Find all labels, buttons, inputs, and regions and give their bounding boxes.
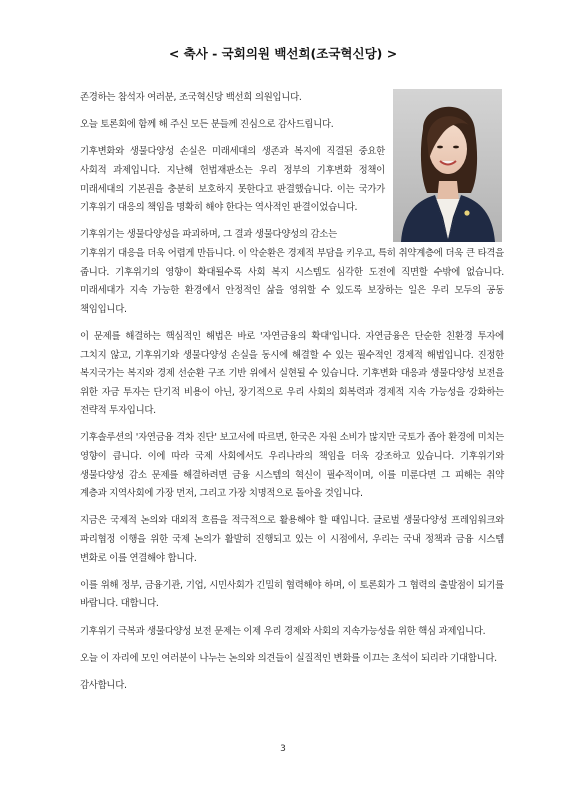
paragraph-thanks: 오늘 토론회에 함께 해 주신 모든 분들께 진심으로 감사드립니다. (80, 119, 334, 131)
paragraph-closing: 감사합니다. (80, 679, 127, 691)
paragraph-core-task: 기후위기 극복과 생물다양성 보전 문제는 이제 우리 경제와 사회의 지속가능성을 위한 핵심 과제입니다. (80, 625, 486, 637)
paragraph-climate-challenge: 기후변화와 생물다양성 손실은 미래세대의 생존과 복지에 직결된 중요한 사회적 과제입니다. 지난해 헌법재판소는 우리 정부의 기후변화 정책이 미래세대의 기본권을 충분히 보호하지 못한다고 판결했습니다. 이는 국가가 기후위기 대응의 책임을 명확히 해야 한다는 역사적인 판결이었습니다. (80, 146, 385, 214)
paragraph-cooperation: 이를 위해 정부, 금융기관, 기업, 시민사회가 긴밀히 협력해야 하며, 이 토론회가 그 협력의 출발점이 되기를 바랍니다. 대합니다. (80, 579, 504, 610)
paragraph-vicious-cycle-rest: 기후위기 대응을 더욱 어렵게 만듭니다. 이 악순환은 경제적 부담을 키우고, 특히 취약계층에 더욱 큰 타격을 줍니다. 기후위기의 영향이 확대될수록 사회 복지 시스템도 심각한 도전에 직면할 수밖에 없습니다. 미래세대가 지속 가능한 환경에서 안정적인 삶을 영위할 수 있도록 보장하는 일은 우리 모두의 공동 책임입니다. (80, 247, 504, 315)
page-number: 3 (280, 744, 286, 754)
paragraph-expectation: 오늘 이 자리에 모인 여러분이 나누는 논의와 의견들이 실질적인 변화를 이끄는 초석이 되리라 기대합니다. (80, 652, 497, 664)
paragraph-nature-finance: 이 문제를 해결하는 핵심적인 해법은 바로 '자연금융의 확대'입니다. 자연금융은 단순한 친환경 투자에 그치지 않고, 기후위기와 생물다양성 손실을 동시에 해결할 수 있는 필수적인 경제적 해법입니다. 진정한 복지국가는 복지와 경제 선순환 구조 기반 위에서 실현될 수 있습니다. 기후변화 대응과 생물다양성 보전을 위한 자금 투자는 단기적 비용이 아닌, 장기적으로 우리 사회의 회복력과 경제적 지속 가능성을 강화하는 전략적 투자입니다. (80, 330, 504, 417)
speech-body (80, 89, 504, 704)
paragraph-vicious-cycle (80, 226, 504, 319)
document-title: < 축사 - 국회의원 백선희(조국혁신당) > (168, 46, 398, 61)
paragraph-greeting: 존경하는 참석자 여러분, 조국혁신당 백선희 의원입니다. (80, 92, 302, 103)
paragraph-report: 기후솔루션의 '자연금융 격차 진단' 보고서에 따르면, 한국은 자원 소비가 많지만 국토가 좁아 환경에 미치는 영향이 큽니다. 이에 따라 국제 사회에서도 우리나라의 책임을 더욱 강조하고 있습니다. 기후위기와 생물다양성 감소 문제를 해결하려면 금융 시스템의 혁신이 필수적이며, 이를 미룬다면 그 피해는 취약 계층과 지역사회에 가장 먼저, 그리고 가장 치명적으로 돌아올 것입니다. (80, 432, 504, 500)
paragraph-vicious-cycle-first-line: 기후위기는 생물다양성을 파괴하며, 그 결과 생물다양성의 감소는 (80, 229, 337, 241)
paragraph-international: 지금은 국제적 논의와 대외적 흐름을 적극적으로 활용해야 할 때입니다. 글로벌 생물다양성 프레임워크와 파리협정 이행을 위한 국제 논의가 활발히 진행되고 있는 이 시점에서, 우리는 국내 정책과 금융 시스템 변화로 이를 연결해야 합니다. (80, 515, 504, 564)
